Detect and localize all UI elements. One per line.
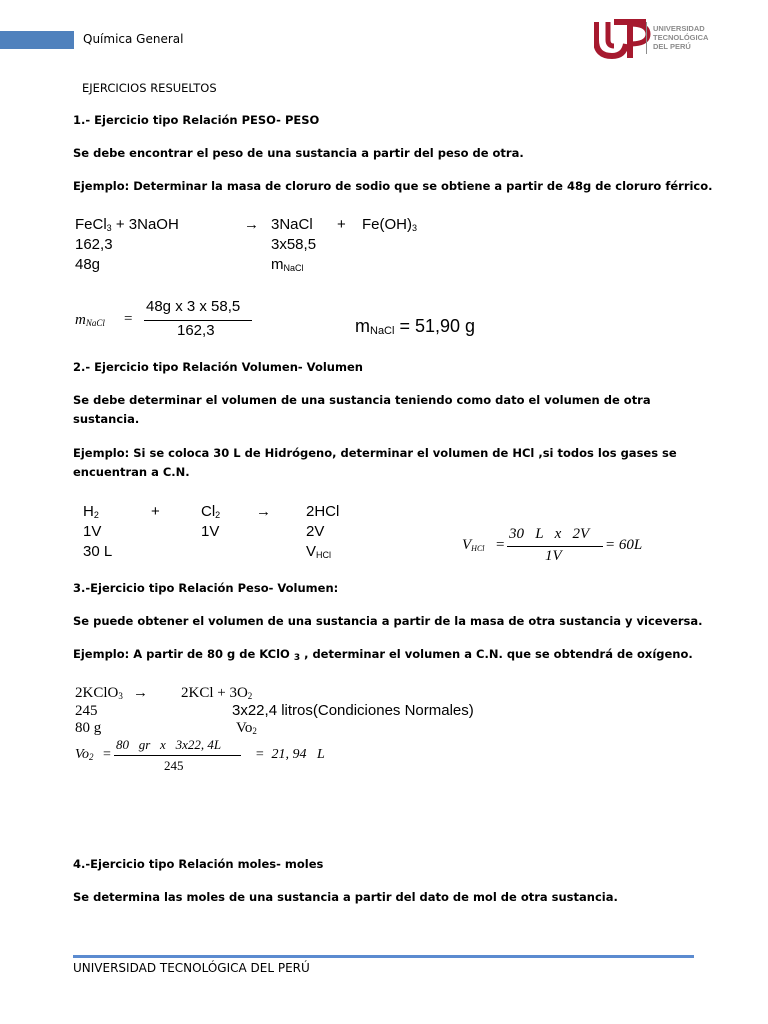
s1-mass-1: 162,3 — [75, 236, 113, 253]
s1-arrow-icon: → — [244, 216, 259, 233]
s3-given: 80 g — [75, 720, 102, 736]
s1-eq-denominator: 162,3 — [177, 322, 215, 339]
s2-reactant-1-vol: 1V — [83, 523, 102, 540]
s3-eq-numerator: 80 gr x 3x22, 4L — [116, 737, 222, 752]
s2-given: 30 L — [83, 543, 113, 560]
s2-product-vol: 2V — [306, 523, 325, 540]
s1-given: 48g — [75, 256, 101, 273]
section-4-description: Se determina las moles de una sustancia a partir del dato de mol de otra sustancia. — [73, 890, 618, 904]
s3-unknown: $Vo_2$ — [236, 720, 257, 736]
page-title: EJERCICIOS RESUELTOS — [82, 81, 217, 95]
section-1-description: Se debe encontrar el peso de una sustancia a partir del peso de otra. — [73, 146, 524, 160]
s1-reactant-1: FeCl$_3$ + 3NaOH — [75, 216, 179, 233]
section-2-heading: 2.- Ejercicio tipo Relación Volumen- Volumen — [73, 360, 363, 374]
course-title: Química General — [83, 32, 184, 46]
s2-plus: + — [151, 503, 160, 520]
section-2-description-2: sustancia. — [73, 412, 140, 426]
footer-divider — [73, 955, 694, 958]
s3-products: $2KCl + 3O_2$ — [181, 685, 253, 701]
s1-product-2: $Fe(OH)_3$ — [362, 216, 418, 233]
s3-volume-cn: 3x22,4 litros(Condiciones Normales) — [232, 702, 474, 719]
s1-product-1: 3NaCl — [271, 216, 313, 233]
s1-eq-lhs: $m_{NaCl}$ — [75, 312, 105, 328]
s3-arrow-icon: → — [133, 684, 148, 701]
s2-reactant-2: $Cl_2$ — [201, 503, 221, 520]
section-1-heading: 1.- Ejercicio tipo Relación PESO- PESO — [73, 113, 320, 127]
section-4-heading: 4.-Ejercicio tipo Relación moles- moles — [73, 857, 324, 871]
section-3-heading: 3.-Ejercicio tipo Relación Peso- Volumen: — [73, 581, 339, 595]
s3-eq-lhs: $Vo_2$ — [75, 747, 94, 762]
s2-eq-equals: = — [496, 537, 505, 553]
s1-mass-2: 3x58,5 — [271, 236, 317, 253]
footer-university: UNIVERSIDAD TECNOLÓGICA DEL PERÚ — [73, 961, 310, 975]
utp-logo-mark-icon — [594, 18, 652, 60]
logo-divider — [646, 22, 647, 54]
s3-eq-result: = 21, 94 L — [255, 747, 325, 762]
s2-reactant-1: $H_2$ — [83, 503, 99, 520]
s1-plus: + — [337, 216, 346, 233]
logo-line-2: TECNOLÓGICA — [653, 33, 709, 42]
logo-wordmark — [653, 24, 708, 51]
s3-fraction-bar — [114, 755, 241, 756]
section-3-description: Se puede obtener el volumen de una sustancia a partir de la masa de otra sustancia y viceversa. — [73, 614, 703, 628]
section-2-example-1: Ejemplo: Si se coloca 30 L de Hidrógeno, determinar el volumen de HCl ,si todos los gases se — [73, 446, 677, 460]
s2-eq-lhs: $V_{HCl}$ — [462, 537, 485, 553]
s1-eq-numerator: 48g x 3 x 58,5 — [146, 298, 241, 315]
s2-eq-numerator: 30 L x 2V — [509, 526, 590, 542]
s2-eq-result: = 60L — [605, 537, 643, 553]
logo-line-3: DEL PERÚ — [653, 42, 691, 51]
university-logo — [594, 18, 724, 60]
s2-reactant-2-vol: 1V — [201, 523, 220, 540]
s3-eq-denominator: 245 — [164, 758, 184, 773]
header-accent-bar — [0, 31, 74, 49]
s2-arrow-icon: → — [256, 503, 271, 520]
section-2-description-1: Se debe determinar el volumen de una sustancia teniendo como dato el volumen de otra — [73, 393, 651, 407]
s2-unknown: $V_{HCl}$ — [306, 543, 332, 560]
section-3-example: Ejemplo: A partir de 80 g de KClO $_3$ , determinar el volumen a C.N. que se obtendrá de oxígeno. — [73, 647, 693, 663]
s1-eq-equals: = — [124, 311, 133, 327]
s2-eq-denominator: 1V — [545, 548, 562, 564]
section-1-example: Ejemplo: Determinar la masa de cloruro de sodio que se obtiene a partir de 48g de cloruro férrico. — [73, 179, 713, 193]
s1-result: mNaCl = 51,90 g — [355, 316, 476, 337]
s2-product: 2HCl — [306, 503, 340, 520]
s3-eq-equals: = — [103, 747, 111, 762]
s3-reactant: 2KClO$_3$ — [75, 685, 123, 701]
s3-mass: 245 — [75, 703, 98, 719]
s2-fraction-bar — [507, 546, 603, 547]
s1-fraction-bar — [144, 320, 252, 321]
s1-unknown: $m_{NaCl}$ — [271, 256, 304, 273]
section-2-example-2: encuentran a C.N. — [73, 465, 190, 479]
logo-line-1: UNIVERSIDAD — [653, 24, 705, 33]
